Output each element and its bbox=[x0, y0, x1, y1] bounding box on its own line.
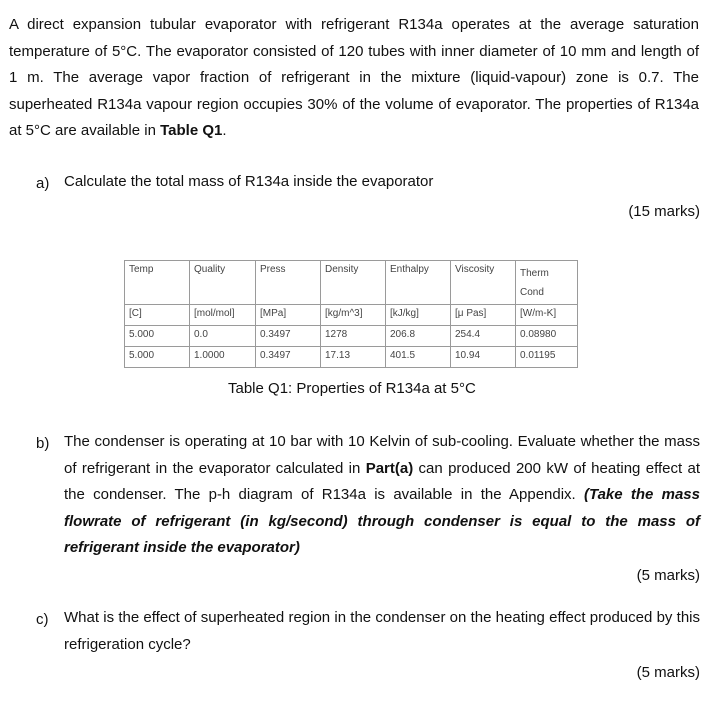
table-reference: Table Q1 bbox=[160, 122, 223, 140]
table-row bbox=[125, 326, 578, 347]
unit-cell: [MPa] bbox=[256, 305, 321, 326]
table-cell: 254.4 bbox=[451, 326, 516, 347]
header-cell: Enthalpy bbox=[386, 261, 451, 305]
header-cell: Therm Cond bbox=[516, 261, 578, 305]
header-cell: Viscosity bbox=[451, 261, 516, 305]
unit-cell: [μ Pas] bbox=[451, 305, 516, 326]
unit-cell: [W/m-K] bbox=[516, 305, 578, 326]
table-cell: 1278 bbox=[321, 326, 386, 347]
table-cell: 0.08980 bbox=[516, 326, 578, 347]
table-cell: 5.000 bbox=[125, 347, 190, 368]
table-cell: 401.5 bbox=[386, 347, 451, 368]
question-c-marks: (5 marks) bbox=[636, 664, 700, 681]
table-cell: 1.0000 bbox=[190, 347, 256, 368]
table-caption: Table Q1: Properties of R134a at 5°C bbox=[228, 380, 476, 397]
question-a-label: a) bbox=[36, 175, 50, 192]
table-cell: 0.3497 bbox=[256, 347, 321, 368]
properties-table bbox=[124, 260, 578, 368]
question-c-label: c) bbox=[36, 611, 49, 628]
part-reference: Part(a) bbox=[365, 459, 414, 477]
header-cell: Press bbox=[256, 261, 321, 305]
question-b-label: b) bbox=[36, 435, 50, 452]
question-b-marks: (5 marks) bbox=[636, 567, 700, 584]
question-b-text-2: can produced 200 kW of heating effect at the condenser. The p-h diagram of R134a is available in the Appendix. bbox=[64, 459, 700, 504]
table-row bbox=[125, 347, 578, 368]
question-b-emphasis: (Take the mass flowrate of refrigerant (in kg/second) through condenser is equal to the mass of refrigerant inside the evaporator) bbox=[64, 486, 700, 557]
header-cell: Density bbox=[321, 261, 386, 305]
table-units-row bbox=[125, 305, 578, 326]
intro-end: . bbox=[222, 122, 227, 140]
question-a-marks: (15 marks) bbox=[628, 203, 700, 220]
question-a-text: Calculate the total mass of R134a inside the evaporator bbox=[64, 173, 434, 190]
header-cell: Quality bbox=[190, 261, 256, 305]
table-cell: 0.3497 bbox=[256, 326, 321, 347]
question-b-text-1: The condenser is operating at 10 bar with 10 Kelvin of sub-cooling. Evaluate whether the mass of refrigerant in the evaporator calculated in bbox=[64, 433, 700, 477]
table-cell: 0.0 bbox=[190, 326, 256, 347]
header-cell: Temp bbox=[125, 261, 190, 305]
table-cell: 0.01195 bbox=[516, 347, 578, 368]
question-c-text: What is the effect of superheated region in the condenser on the heating effect produced by this refrigeration cycle? bbox=[64, 609, 700, 653]
table-cell: 206.8 bbox=[386, 326, 451, 347]
unit-cell: [kg/m^3] bbox=[321, 305, 386, 326]
unit-cell: [C] bbox=[125, 305, 190, 326]
unit-cell: [kJ/kg] bbox=[386, 305, 451, 326]
intro-paragraph bbox=[9, 12, 699, 145]
table-cell: 17.13 bbox=[321, 347, 386, 368]
table-cell: 10.94 bbox=[451, 347, 516, 368]
unit-cell: [mol/mol] bbox=[190, 305, 256, 326]
intro-text: A direct expansion tubular evaporator with refrigerant R134a operates at the average saturation temperature of 5°C. The evaporator consisted of 120 tubes with inner diameter of 10 mm and length of 1 m. The average vapor fraction of refrigerant in the mixture (liquid-vapour) zone is 0.7. The superheated R134a vapour region occupies 30% of the volume of evaporator. The properties of R134a at 5°C are available in bbox=[9, 16, 699, 140]
question-b-text bbox=[64, 429, 700, 562]
table-header-row bbox=[125, 261, 578, 305]
table-cell: 5.000 bbox=[125, 326, 190, 347]
